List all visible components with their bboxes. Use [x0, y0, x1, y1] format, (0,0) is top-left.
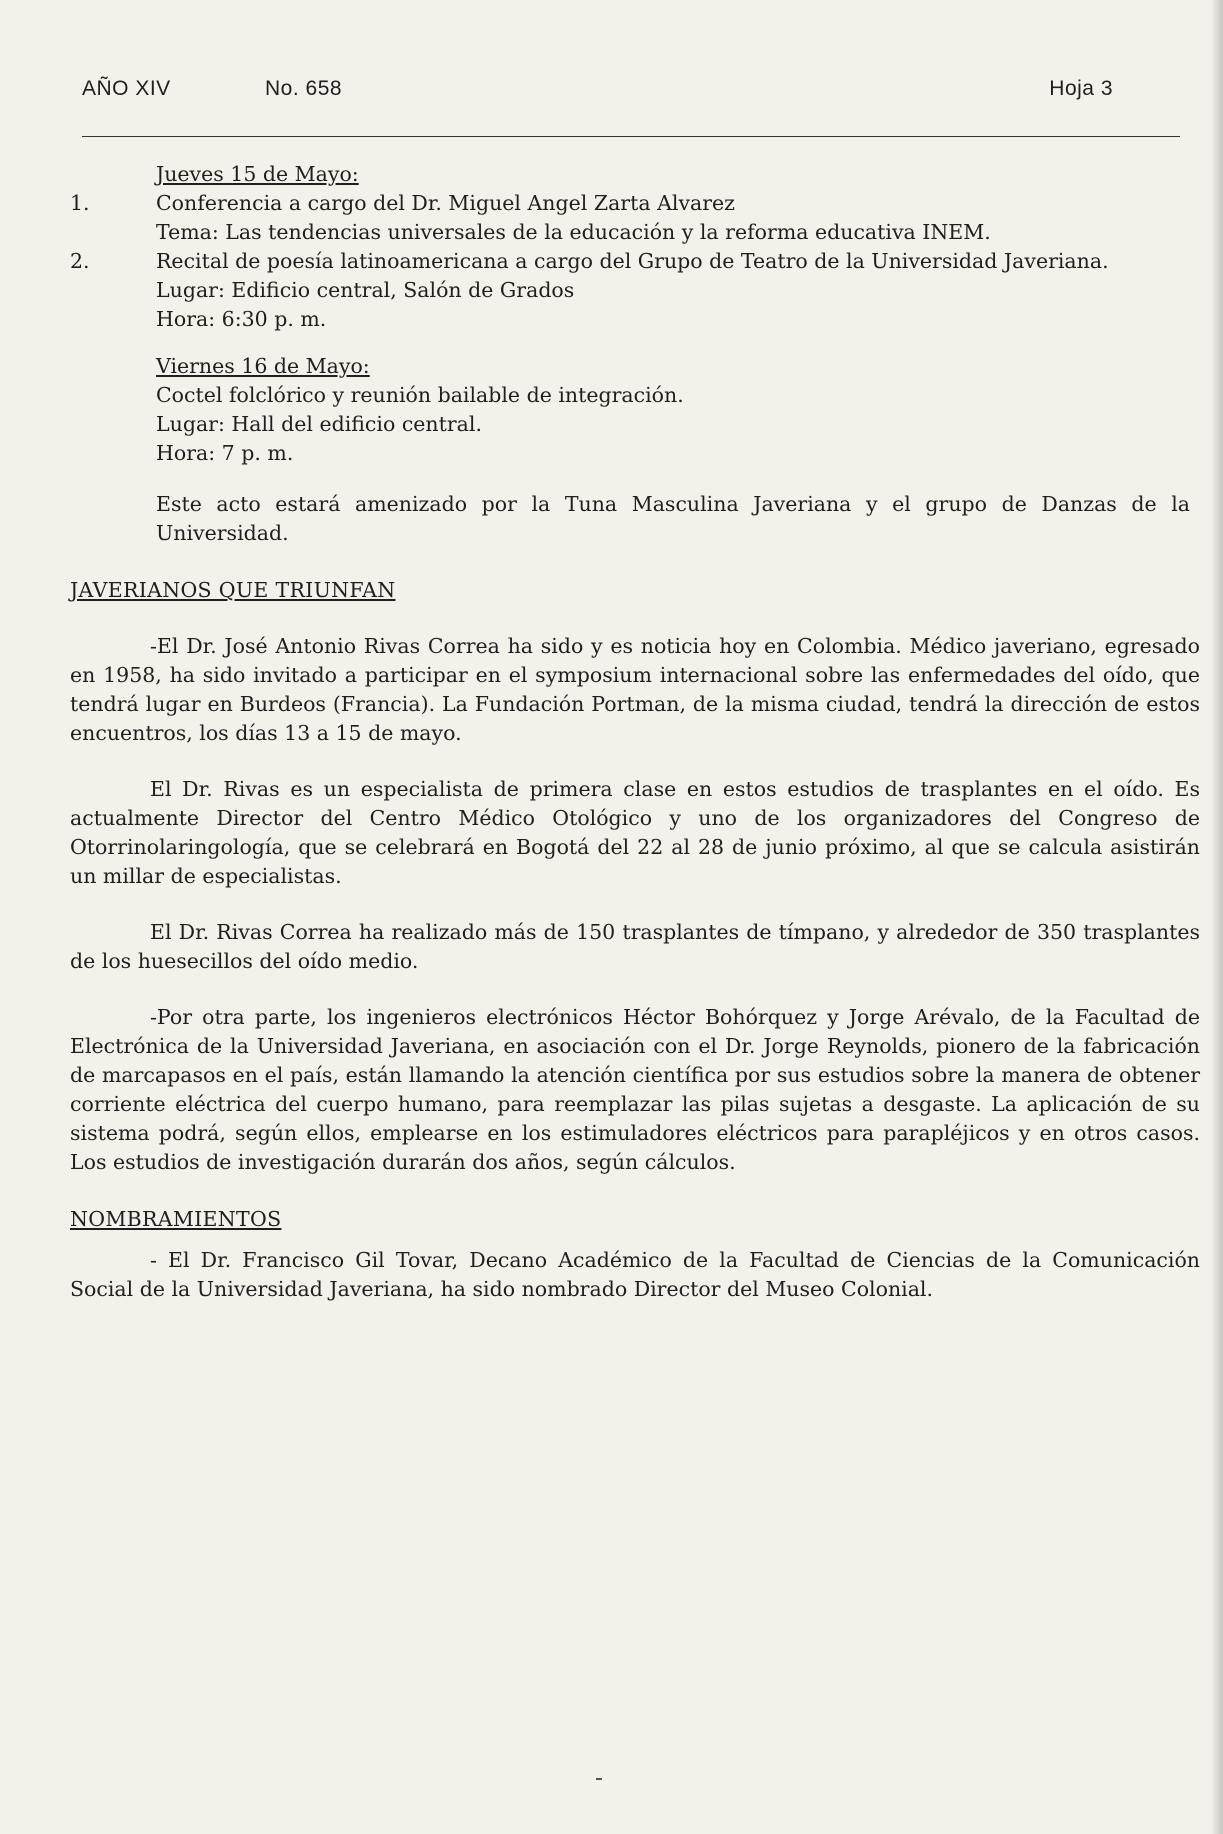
- event-number: 1.: [70, 191, 90, 215]
- event-item: [70, 189, 1200, 247]
- events-note: Este acto estará amenizado por la Tuna Masculina Javeriana y el grupo de Danzas de la Universidad.: [156, 492, 1190, 545]
- header-number: No. 658: [265, 77, 343, 100]
- section-heading-nombramientos: NOMBRAMIENTOS: [70, 1207, 282, 1231]
- header-rule: [82, 136, 1180, 137]
- event-number: 2.: [70, 249, 90, 273]
- section-heading-javerianos: JAVERIANOS QUE TRIUNFAN: [70, 578, 396, 602]
- event-item: [70, 247, 1200, 334]
- paragraph: - El Dr. Francisco Gil Tovar, Decano Académico de la Facultad de Ciencias de la Comunicación Social de la Universidad Javeriana, ha sido nombrado Director del Museo Colonial.: [70, 1248, 1200, 1301]
- paragraph: -El Dr. José Antonio Rivas Correa ha sido y es noticia hoy en Colombia. Médico javeriano, egresado en 1958, ha sido invitado a participar en el symposium internacional sobre las enfermedades del oído, que tendrá lugar en Burdeos (Francia). La Fundación Portman, de la misma ciudad, tendrá la dirección de estos encuentros, los días 13 a 15 de mayo.: [70, 634, 1200, 745]
- event-line: Hora: 6:30 p. m.: [156, 307, 327, 331]
- event-line: Recital de poesía latinoamericana a cargo del Grupo de Teatro de la Universidad Javeriana.: [156, 249, 1109, 273]
- event-line: Lugar: Edificio central, Salón de Grados: [156, 278, 575, 302]
- event-line: Coctel folclórico y reunión bailable de integración.: [156, 383, 684, 407]
- stray-mark: [596, 1778, 602, 1780]
- event-line: Lugar: Hall del edificio central.: [156, 412, 482, 436]
- paragraph: -Por otra parte, los ingenieros electrónicos Héctor Bohórquez y Jorge Arévalo, de la Facultad de Electrónica de la Universidad Javeriana, en asociación con el Dr. Jorge Reynolds, pionero de la fabricación de marcapasos en el país, están llamando la atención científica por sus estudios sobre la manera de obtener corriente eléctrica del cuerpo humano, para reemplazar las pilas sujetas a desgaste. La aplicación de su sistema podrá, según ellos, emplearse en los estimuladores eléctricos para parapléjicos y en otros casos. Los estudios de investigación durarán dos años, según cálculos.: [70, 1005, 1200, 1174]
- day-heading-friday: Viernes 16 de Mayo:: [156, 354, 370, 378]
- paragraph: El Dr. Rivas es un especialista de primera clase en estos estudios de trasplantes en el oído. Es actualmente Director del Centro Médico Otológico y uno de los organizadores del Congreso de Otorrinolaringología, que se celebrará en Bogotá del 22 al 28 de junio próximo, al que se calcula asistirán un millar de especialistas.: [70, 777, 1200, 888]
- header-page: Hoja 3: [1049, 77, 1113, 100]
- page-edge-shadow: [1211, 0, 1223, 1834]
- day-heading-thursday: Jueves 15 de Mayo:: [156, 162, 359, 186]
- header-year: AÑO XIV: [82, 77, 171, 100]
- document-body: [70, 160, 1200, 1304]
- event-line: Hora: 7 p. m.: [156, 441, 294, 465]
- event-line: Tema: Las tendencias universales de la educación y la reforma educativa INEM.: [156, 220, 991, 244]
- paragraph: El Dr. Rivas Correa ha realizado más de 150 trasplantes de tímpano, y alrededor de 350 trasplantes de los huesecillos del oído medio.: [70, 920, 1200, 973]
- event-line: Conferencia a cargo del Dr. Miguel Angel Zarta Alvarez: [156, 191, 735, 215]
